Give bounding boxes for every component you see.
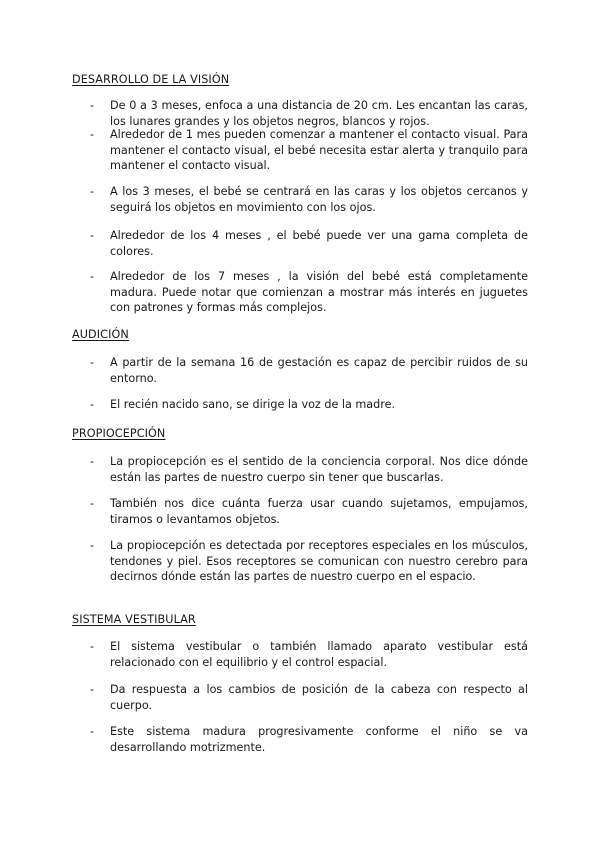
list-item xyxy=(90,184,528,215)
bullet-dash: - xyxy=(90,683,95,696)
bullet-dash: - xyxy=(90,185,95,198)
bullet-dash: - xyxy=(90,725,95,738)
list-item xyxy=(90,269,528,316)
bullet-dash: - xyxy=(90,270,95,283)
list-item-text: La propiocepción es el sentido de la conciencia corporal. Nos dice dónde están las partes de nuestro cuerpo sin tener que buscarlas. xyxy=(110,455,528,484)
list-item xyxy=(90,228,528,259)
list-item-text: También nos dice cuánta fuerza usar cuando sujetamos, empujamos, tiramos o levantamos objetos. xyxy=(110,497,528,526)
bullet-dash: - xyxy=(90,640,95,653)
list-item-text: De 0 a 3 meses, enfoca a una distancia de 20 cm. Les encantan las caras, los lunares grandes y los objetos negros, blancos y rojos. xyxy=(110,99,528,128)
list-item-text: La propiocepción es detectada por receptores especiales en los músculos, tendones y piel. Esos receptores se comunican con nuestro cerebro para decirnos dónde están las partes de nuestro cuerpo en el espacio. xyxy=(110,539,528,583)
list-item xyxy=(90,538,528,585)
list-item xyxy=(90,639,528,670)
section-title-audition: AUDICIÓN xyxy=(72,328,129,341)
bullet-dash: - xyxy=(90,455,95,468)
section-title-vestibular: SISTEMA VESTIBULAR xyxy=(72,613,196,626)
bullet-dash: - xyxy=(90,99,95,112)
list-item xyxy=(90,397,528,413)
list-item xyxy=(90,724,528,755)
list-item-text: Este sistema madura progresivamente conforme el niño se va desarrollando motrizmente. xyxy=(110,725,528,754)
list-item-text: El recién nacido sano, se dirige la voz de la madre. xyxy=(110,398,396,411)
list-item-text: A partir de la semana 16 de gestación es capaz de percibir ruidos de su entorno. xyxy=(110,356,528,385)
list-item-text: A los 3 meses, el bebé se centrará en las caras y los objetos cercanos y seguirá los objetos en movimiento con los ojos. xyxy=(110,185,528,214)
bullet-dash: - xyxy=(90,128,95,141)
list-item xyxy=(90,454,528,485)
section-title-vision: DESARROLLO DE LA VISIÓN xyxy=(72,73,230,86)
list-item-text: Alrededor de 1 mes pueden comenzar a mantener el contacto visual. Para mantener el contacto visual, el bebé necesita estar alerta y tranquilo para mantener el contacto visual. xyxy=(110,128,528,172)
list-item xyxy=(90,98,528,129)
bullet-dash: - xyxy=(90,497,95,510)
bullet-dash: - xyxy=(90,539,95,552)
section-title-proprioception: PROPIOCEPCIÓN xyxy=(72,427,166,440)
list-item-text: Alrededor de los 7 meses , la visión del bebé está completamente madura. Puede notar que comienzan a mostrar más interés en juguetes con patrones y formas más complejos. xyxy=(110,270,528,314)
list-item-text: Da respuesta a los cambios de posición de la cabeza con respecto al cuerpo. xyxy=(110,683,528,712)
bullet-dash: - xyxy=(90,356,95,369)
list-item-text: El sistema vestibular o también llamado aparato vestibular está relacionado con el equilibrio y el control espacial. xyxy=(110,640,528,669)
bullet-dash: - xyxy=(90,398,95,411)
bullet-dash: - xyxy=(90,229,95,242)
list-item-text: Alrededor de los 4 meses , el bebé puede ver una gama completa de colores. xyxy=(110,229,528,258)
list-item xyxy=(90,355,528,386)
list-item xyxy=(90,127,528,174)
list-item xyxy=(90,682,528,713)
list-item xyxy=(90,496,528,527)
